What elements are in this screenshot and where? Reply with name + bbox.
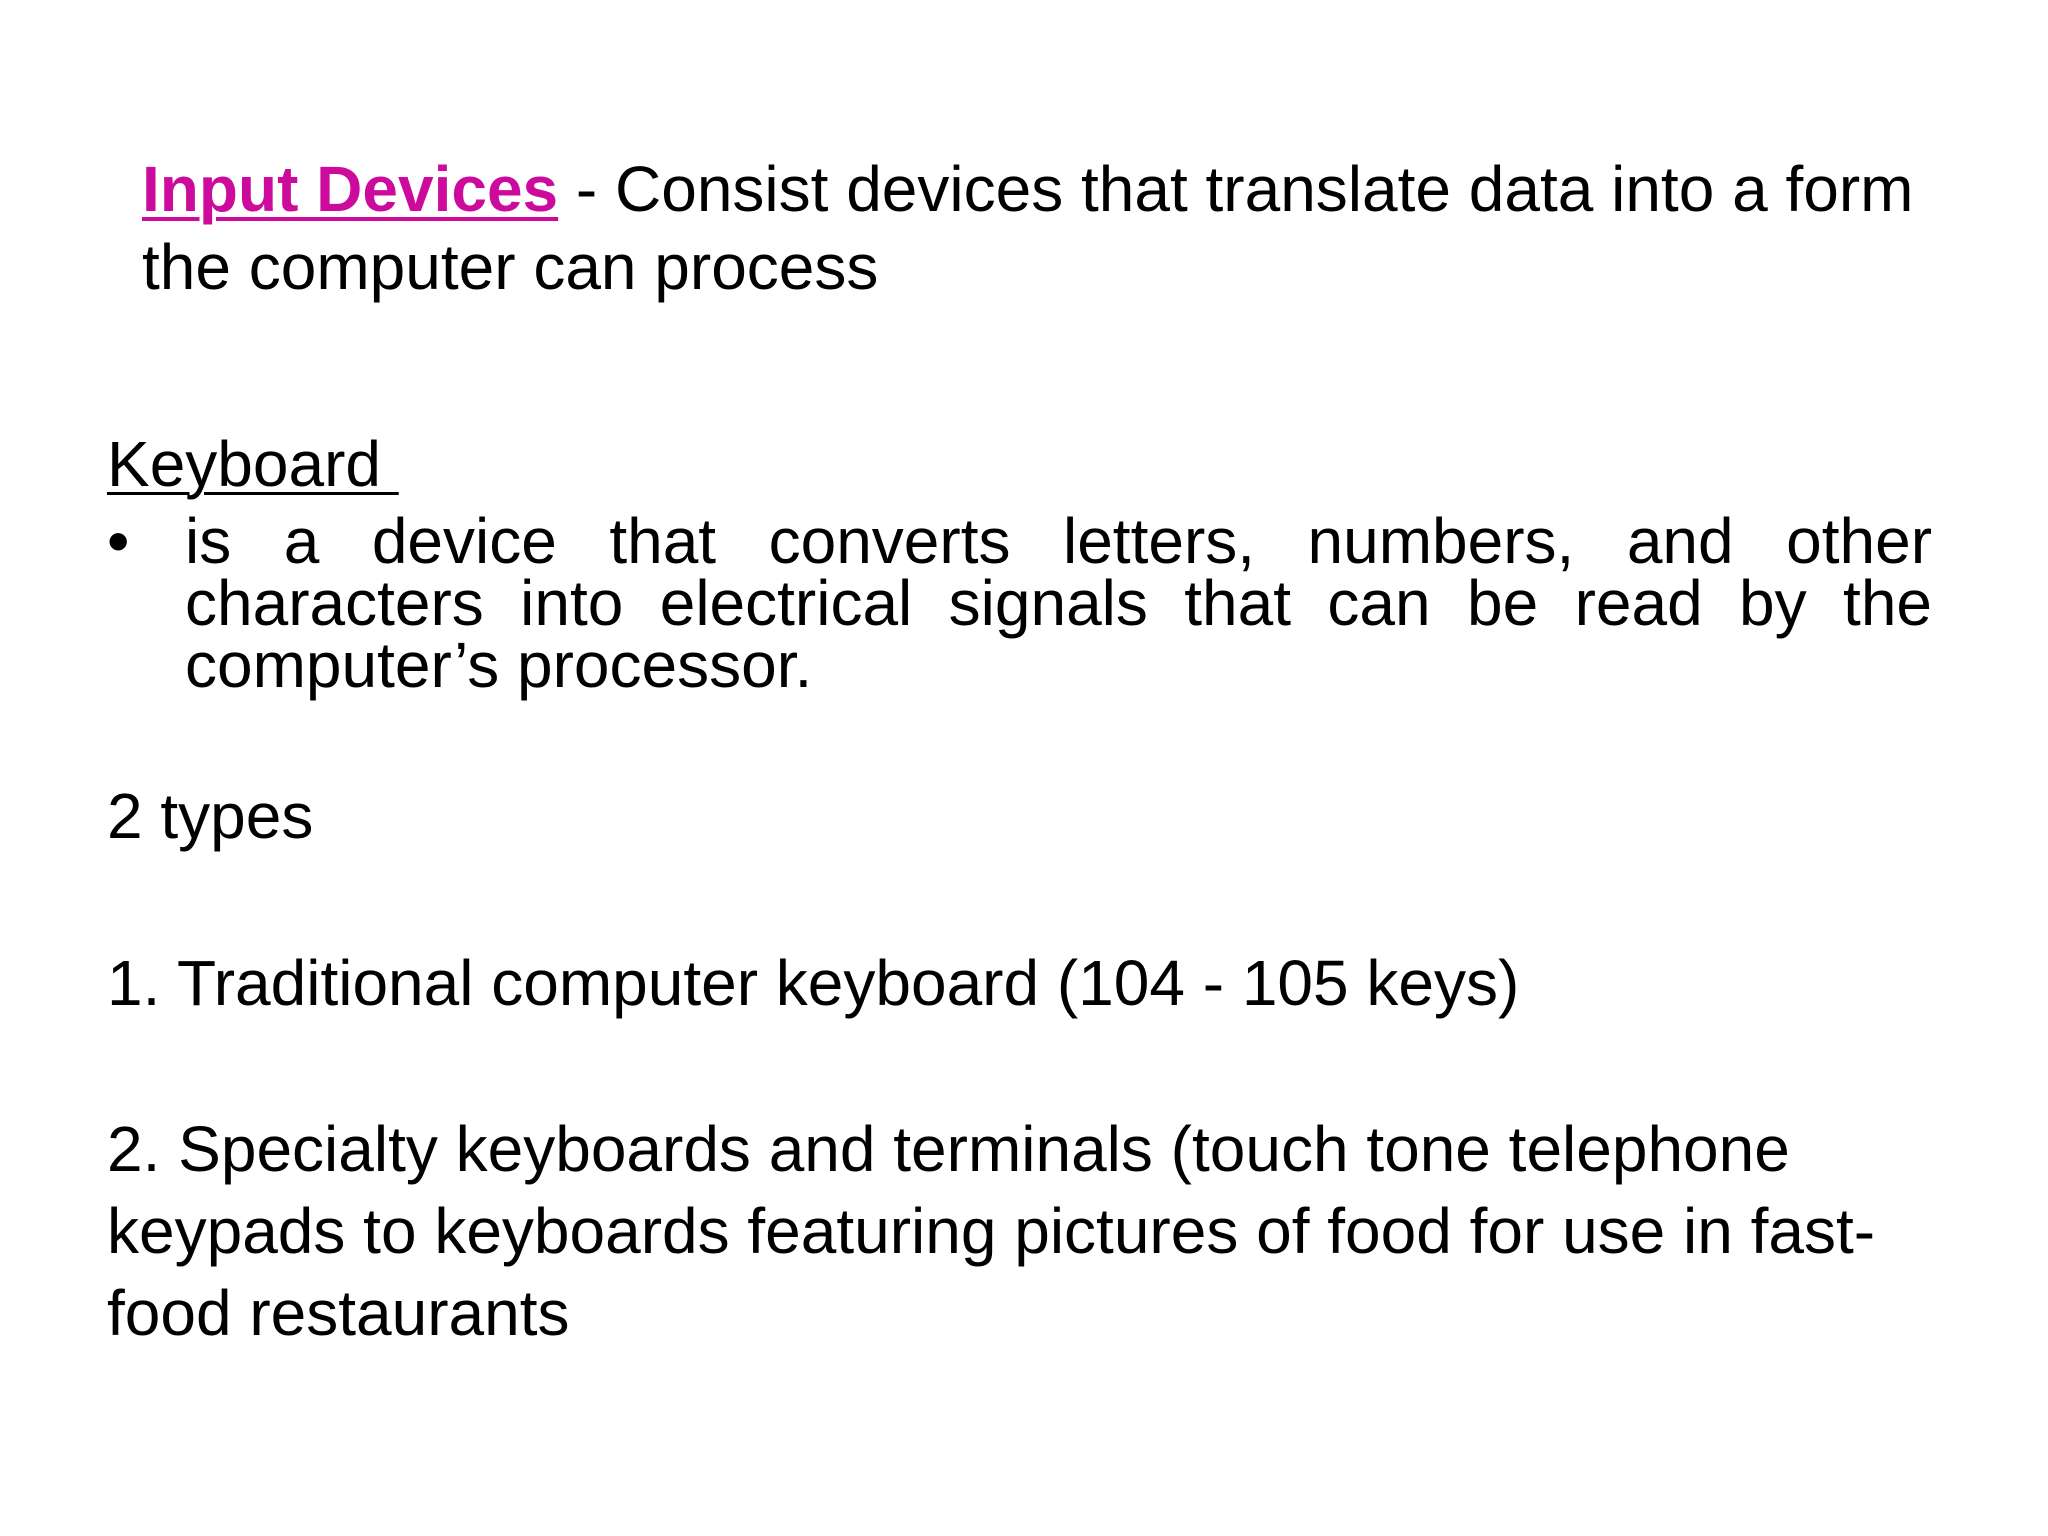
heading-definition: - Consist devices that translate data into a form the computer can process <box>142 153 1914 303</box>
type-item-1: 1. Traditional computer keyboard (104 - 105 keys) <box>107 947 1520 1019</box>
type-item-2: 2. Specialty keyboards and terminals (touch tone telephone keypads to keyboards featuring pictures of food for use in fast-food restaurants <box>107 1113 1876 1349</box>
keyboard-label: Keyboard <box>107 428 399 500</box>
types-heading: 2 types <box>107 780 314 852</box>
keyboard-description: is a device that converts letters, numbers, and other characters into electrical signals that can be read by the computer’s processor. <box>185 505 1932 701</box>
heading-term: Input Devices <box>142 153 559 225</box>
bullet-icon: • <box>107 505 130 577</box>
heading <box>142 150 1922 306</box>
